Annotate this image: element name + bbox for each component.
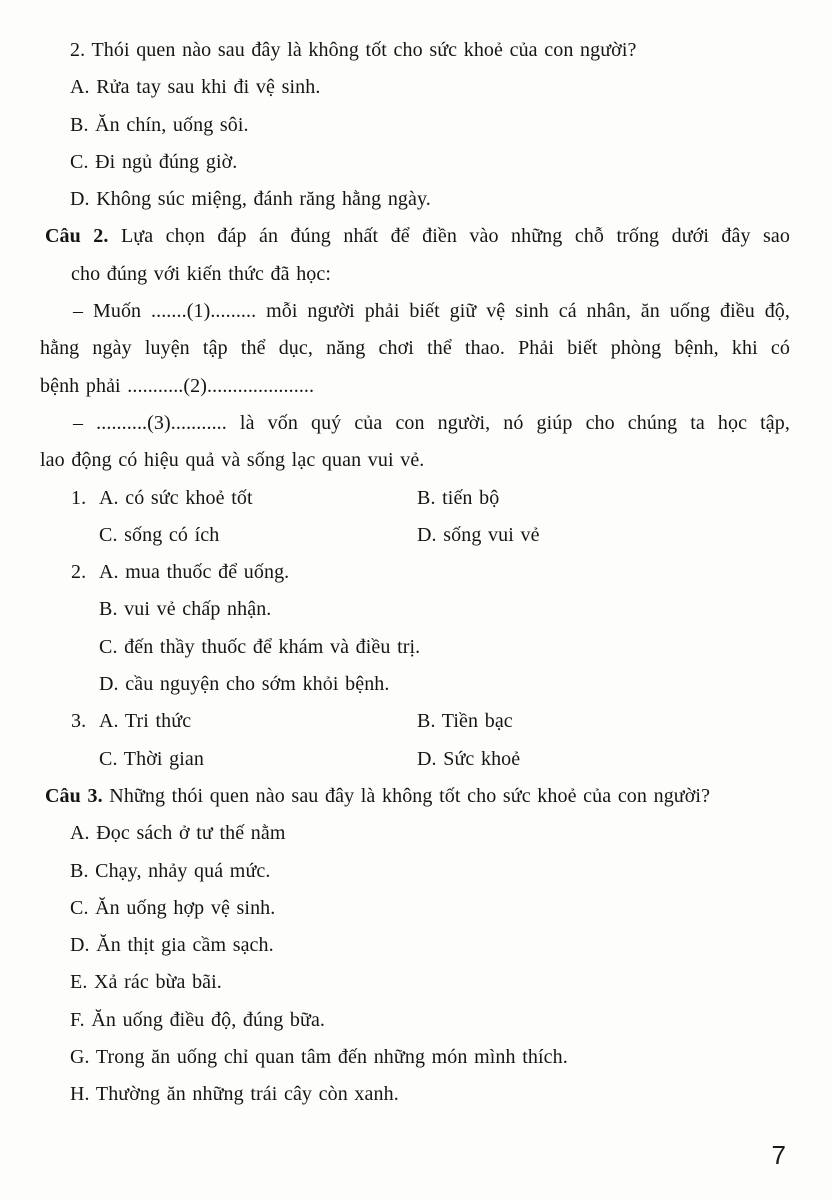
blank1-number: 1. <box>71 486 87 509</box>
cau2-blank2-row1 <box>0 554 790 591</box>
question-item2-option-d: D. Không súc miệng, đánh răng hằng ngày. <box>70 188 431 211</box>
cau3-label: Câu 3. <box>45 784 103 807</box>
blank3-option-a: A. Tri thức <box>99 710 192 733</box>
cau2-passage1-line1: – Muốn .......(1)......... mỗi người phải biết giữ vệ sinh cá nhân, ăn uống điều độ, <box>73 300 790 323</box>
cau3-option-e: E. Xả rác bừa bãi. <box>70 971 222 994</box>
blank2-option-a: A. mua thuốc để uống. <box>99 561 290 584</box>
cau3-option-h: H. Thường ăn những trái cây còn xanh. <box>70 1083 399 1106</box>
cau2-label: Câu 2. <box>45 225 109 248</box>
question-item2-option-b: B. Ăn chín, uống sôi. <box>70 113 249 136</box>
cau2-passage1-line2: hằng ngày luyện tập thể dục, năng chơi thể thao. Phải biết phòng bệnh, khi có <box>40 337 790 360</box>
blank2-option-c: C. đến thầy thuốc để khám và điều trị. <box>99 635 421 658</box>
cau2-passage2-line2: lao động có hiệu quả và sống lạc quan vui vẻ. <box>40 449 425 472</box>
question-item2-option-a: A. Rửa tay sau khi đi vệ sinh. <box>70 76 321 99</box>
cau3-option-b: B. Chạy, nhảy quá mức. <box>70 859 271 882</box>
cau3-option-d: D. Ăn thịt gia cầm sạch. <box>70 934 274 957</box>
blank1-option-a: A. có sức khoẻ tốt <box>99 486 253 509</box>
cau2-blank3-row1 <box>0 703 790 740</box>
cau2-passage1-line3: bệnh phải ...........(2)..................... <box>40 374 315 397</box>
cau3-option-f: F. Ăn uống điều độ, đúng bữa. <box>70 1008 326 1031</box>
blank1-option-c: C. sống có ích <box>99 523 220 546</box>
cau3-question: Những thói quen nào sau đây là không tốt cho sức khoẻ của con người? <box>109 784 711 807</box>
blank3-option-d: D. Sức khoẻ <box>417 747 521 770</box>
blank2-option-d: D. cầu nguyện cho sớm khỏi bệnh. <box>99 673 390 696</box>
cau2-blank3-row2 <box>0 741 790 778</box>
cau3-heading <box>0 778 790 815</box>
page-number: 7 <box>771 1140 786 1170</box>
cau2-heading <box>0 218 790 255</box>
blank3-option-c: C. Thời gian <box>99 747 204 770</box>
blank1-option-d: D. sống vui vẻ <box>417 523 540 546</box>
blank3-number: 3. <box>71 710 87 733</box>
cau2-blank1-row2 <box>0 517 790 554</box>
question-item2-option-c: C. Đi ngủ đúng giờ. <box>70 150 238 173</box>
blank2-option-b: B. vui vẻ chấp nhận. <box>99 598 272 621</box>
cau3-option-c: C. Ăn uống hợp vệ sinh. <box>70 896 276 919</box>
question-item2-text: 2. Thói quen nào sau đây là không tốt cho sức khoẻ của con người? <box>70 39 637 61</box>
cau3-option-a: A. Đọc sách ở tư thế nằm <box>70 822 286 845</box>
blank2-number: 2. <box>71 561 87 584</box>
cau3-option-g: G. Trong ăn uống chỉ quan tâm đến những món mình thích. <box>70 1046 568 1069</box>
cau2-intro-line2: cho đúng với kiến thức đã học: <box>71 262 332 285</box>
cau2-blank1-row1 <box>0 480 790 517</box>
cau2-passage2-line1: – ..........(3)........... là vốn quý của con người, nó giúp cho chúng ta học tập, <box>73 411 790 434</box>
cau2-intro-line1: Lựa chọn đáp án đúng nhất để điền vào những chỗ trống dưới đây sao <box>120 225 790 248</box>
blank1-option-b: B. tiến bộ <box>417 486 500 509</box>
blank3-option-b: B. Tiền bạc <box>417 710 513 733</box>
